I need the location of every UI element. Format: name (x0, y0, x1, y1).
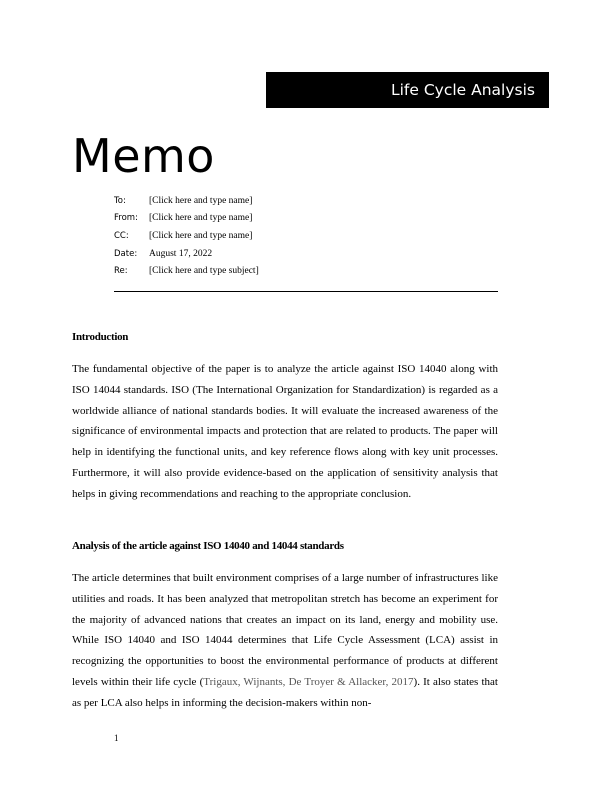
memo-title: Memo (72, 129, 215, 183)
cc-label: CC: (114, 230, 129, 241)
analysis-heading: Analysis of the article against ISO 14040 and 14044 standards (72, 540, 344, 552)
analysis-text-start: The article determines that built environment comprises of a large number of infrastructures like utilities and roads. It has been analyzed that metropolitan stretch has become an experiment for the majority of advanced nations that creates an impact on its land, energy and mobility use. While ISO 14040 and ISO 14044 determines that Life Cycle Assessment (LCA) assist in recognizing the opportunities to boost the environmental performance of products at different levels within their life cycle ( (72, 572, 498, 688)
date-field[interactable]: August 17, 2022 (149, 248, 213, 259)
subject-field[interactable]: [Click here and type subject] (149, 266, 259, 277)
from-field[interactable]: [Click here and type name] (149, 213, 253, 224)
date-label: Date: (114, 248, 138, 259)
from-label: From: (114, 213, 138, 224)
memo-header (114, 192, 259, 280)
header-row-re (114, 262, 259, 280)
header-divider (114, 291, 498, 292)
citation-link[interactable]: Trigaux, Wijnants, De Troyer & Allacker, 2017 (203, 675, 414, 688)
page-number: 1 (114, 733, 119, 743)
header-row-cc (114, 227, 259, 245)
document-banner (266, 72, 549, 108)
to-field[interactable]: [Click here and type name] (149, 195, 253, 206)
analysis-paragraph (72, 568, 498, 714)
re-label: Re: (114, 266, 128, 277)
analysis-text-end: ). It also states that as per LCA also helps in informing the decision-makers within non- (72, 675, 498, 709)
header-row-date (114, 245, 259, 263)
to-label: To: (114, 195, 126, 206)
header-row-from (114, 210, 259, 228)
header-row-to (114, 192, 259, 210)
intro-paragraph: The fundamental objective of the paper is to analyze the article against ISO 14040 along with ISO 14044 standards. ISO (The International Organization for Standardization) is regarded as a worldwide alliance of national standards bodies. It will evaluate the increased awareness of the significance of environmental impacts and protection that are related to products. The paper will help in identifying the functional units, and key reference flows along with key unit processes. Furthermore, it will also provide evidence-based on the application of sensitivity analysis that helps in giving recommendations and reaching to the appropriate conclusion. (72, 363, 498, 500)
cc-field[interactable]: [Click here and type name] (149, 230, 253, 241)
banner-title: Life Cycle Analysis (390, 81, 535, 99)
intro-heading: Introduction (72, 331, 129, 343)
